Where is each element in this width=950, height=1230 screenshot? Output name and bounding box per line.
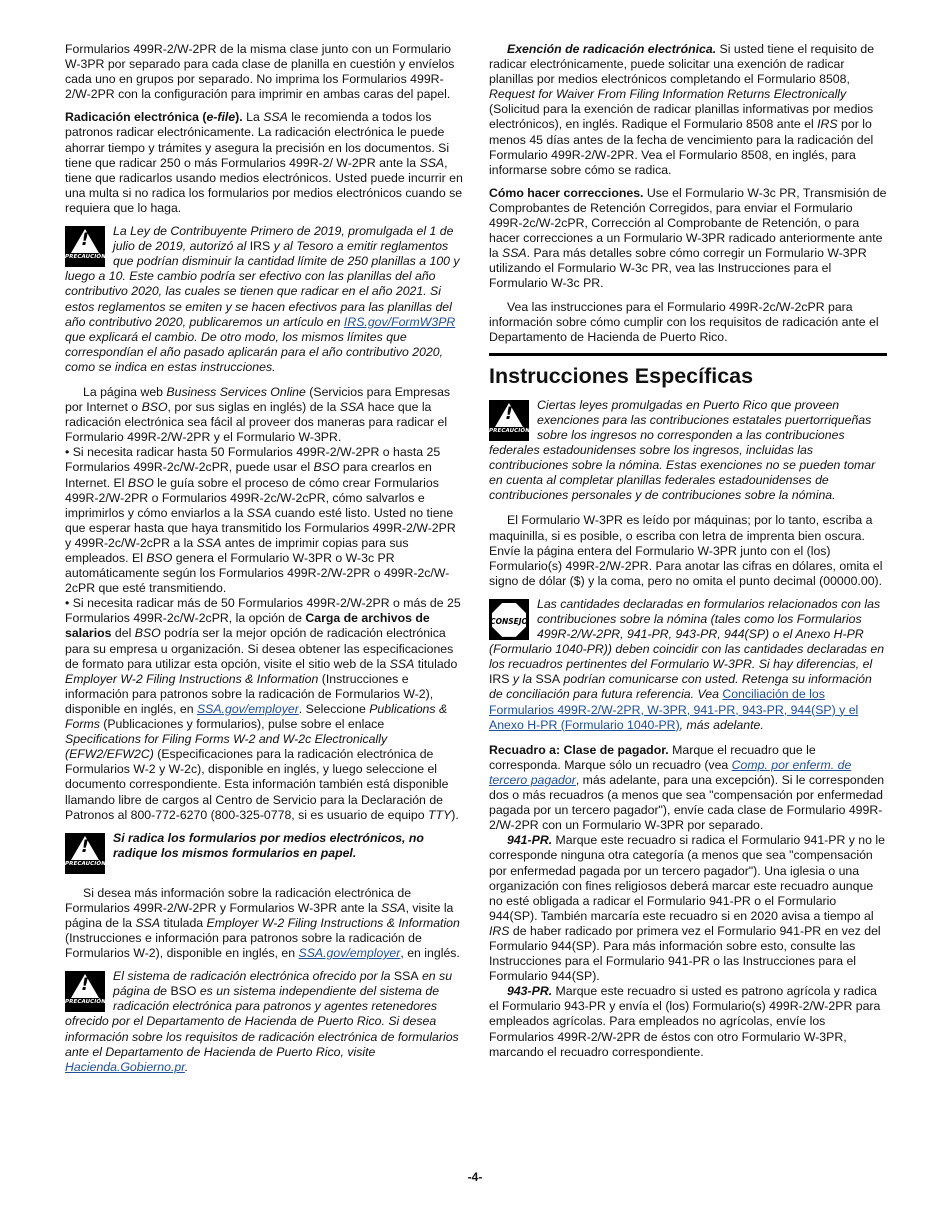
- paragraph-machine-read: El Formulario W-3PR es leído por máquinas; por lo tanto, escriba a maquinilla, si es posible, o escriba con letra de imprenta bien oscura. Envíe la página entera del Formulario W-3PR junto con el (los) Formulario(s) 499R-2/W-2PR. Para anotar las cifras en dólares, omita el signo de dólar ($) y la coma, pero no omita el punto decimal (00000.00).: [489, 513, 883, 588]
- tip-note-reconciliation: CONSEJO Las cantidades declaradas en formularios relacionados con las contribuciones sobre la nómina (tales como los Formularios 499R-2/W-2PR, 941-PR, 943-PR, 944(SP) o el Anexo H-PR (Formulario 1040-PR)) deben coincidir con las cantidades declaradas en los recuadros pertinentes del Formulario W-3PR. Si hay diferencias, el IRS y la SSA podrían comunicarse con usted. Retenga su información de conciliación para futura referencia. Vea Conciliación de los Formularios 499R-2/W-2PR, W-3PR, 941-PR, 943-PR, 944(SP) y el Anexo H-PR (Formulario 1040-PR), más adelante.: [489, 596, 885, 732]
- left-column: [65, 42, 463, 1085]
- caution-icon: ! PRECAUCIÓN: [65, 971, 105, 1012]
- caution-icon: ! PRECAUCIÓN: [65, 833, 105, 874]
- caution-note-pr-exemptions: ! PRECAUCIÓN Ciertas leyes promulgadas en Puerto Rico que proveen exenciones para las contribuciones estatales puertorriqueñas sobre los ingresos no corresponden a las contribuciones federales estadounidenses sobre los ingresos, incluidas las contribuciones sobre la nómina. Estas exenciones no se pueden tomar en cuenta al completar planillas federales estadounidenses de contribuciones personales y de contribuciones sobre la nómina.: [489, 397, 876, 503]
- caution-icon: ! PRECAUCIÓN: [65, 226, 105, 267]
- paragraph-bso: La página web Business Services Online (Servicios para Empresas por Internet o BSO, por sus siglas en inglés) de la SSA hace que la radicación electrónica sea fácil al proveer dos maneras para radicar el Formulario 499R-2/W-2PR y el Formulario W-3PR.: [65, 384, 451, 445]
- bullet-up-to-50-forms: • Si necesita radicar hasta 50 Formularios 499R-2/W-2PR o hasta 25 Formularios 499R-2c/W-2cPR, puede usar el BSO para crearlos en Internet. El BSO le guía sobre el proceso de cómo crear Formularios 499R-2/W-2PR o Formularios 499R-2c/W-2cPR, cómo salvarlos e imprimirlos y cómo enviarlos a la SSA cuando esté listo. Usted no tiene que esperar hasta que haya transmitido los Formularios 499R-2/W-2PR y 499R-2c/W-2cPR a la SSA antes de imprimir copias para sus empleados. El BSO genera el Formulario W-3PR o W-3c PR automáticamente según los Formularios 499R-2/W-2PR o 499R-2c/W-2cPR que esté transmitiendo.: [65, 445, 456, 596]
- caution-note-no-paper: ! PRECAUCIÓN Si radica los formularios por medios electrónicos, no radique los mismos formularios en papel.: [65, 831, 463, 876]
- paragraph-efile: Radicación electrónica (e-file). La SSA le recomienda a todos los patronos radicar electrónicamente. La radicación electrónica le puede ahorrar tiempo y trámites y asegura la precisión en los documentos. Si tiene que radicar 250 o más Formularios 499R-2/ W-2PR ante la SSA, tiene que radicarlos usando medios electrónicos. Usted puede incurrir en una multa si no radica los formularios por medios electrónicos cuando se requiera que lo haga.: [65, 110, 463, 215]
- page-number: -4-: [467, 1170, 483, 1184]
- ssa-employer-link[interactable]: SSA.gov/employer: [196, 701, 299, 716]
- hacienda-link[interactable]: Hacienda.Gobierno.pr: [65, 1059, 185, 1074]
- bullet-more-than-50-forms: • Si necesita radicar más de 50 Formularios 499R-2/W-2PR o más de 25 Formularios 499R-2c/W-2cPR, la opción de Carga de archivos de salarios del BSO podría ser la mejor opción de radicación electrónica para su empresa u organización. Si desea obtener las especificaciones de formato para utilizar esta opción, visite el sitio web de la SSA titulado Employer W-2 Filing Instructions & Information (Instrucciones e información para patronos sobre la radicación de Formularios W-2), disponible en inglés, en SSA.gov/employer. Seleccione Publications & Forms (Publicaciones y formularios), pulse sobre el enlace Specifications for Filing Forms W-2 and W-2c Electronically (EFW2/EFW2C) (Especificaciones para la radicación electrónica de Formularios W-2 y W-2c), disponible en inglés, y luego seleccione el documento correspondiente. Esta información también está disponible llamando libre de cargos al Centro de Servicio para la Declaración de Patronos al 800-772-6270 (800-325-0778, si es usuario de equipo TTY).: [65, 596, 461, 822]
- box-a-heading: Recuadro a: Clase de pagador.: [489, 742, 669, 757]
- tip-icon: CONSEJO: [489, 599, 529, 640]
- paragraph-waiver: Exención de radicación electrónica. Si usted tiene el requisito de radicar electrónicamente, puede solicitar una exención de radicar planillas por medios electrónicos completando el Formulario 8508, Request for Waiver From Filing Information Returns Electronically (Solicitud para la exención de radicar planillas informativas por medios electrónicos), en inglés. Radique el Formulario 8508 ante el IRS por lo menos 45 días antes de la fecha de vencimiento para la radicación del Formulario 499R-2/W-2PR. Vea el Formulario 8508, en inglés, para informarse sobre cómo se radica.: [489, 42, 875, 177]
- 941pr-heading: 941-PR.: [507, 833, 553, 848]
- paragraph-see-also: Vea las instrucciones para el Formulario 499R-2c/W-2cPR para información sobre cómo cumplir con los requisitos de radicación ante el Departamento de Hacienda de Puerto Rico.: [489, 299, 879, 344]
- 943pr-heading: 943-PR.: [507, 984, 553, 999]
- irs-formw3pr-link[interactable]: IRS.gov/FormW3PR: [343, 314, 456, 329]
- paragraph-forms-by-class: Formularios 499R-2/W-2PR de la misma clase junto con un Formulario W-3PR por separado para cada clase de planilla en cuestión y envíelos cada uno en grupos por separado. No imprima los Formularios 499R-2/W-2PR con la configuración para imprimir en ambas caras del papel.: [65, 42, 455, 102]
- right-column: [489, 42, 887, 1068]
- paragraph-more-info: Si desea más información sobre la radicación electrónica de Formularios 499R-2/W-2PR y Formularios W-3PR ante la SSA, visite la página de la SSA titulada Employer W-2 Filing Instructions & Information (Instrucciones e información para patronos sobre la radicación de Formularios W-2), disponible en inglés, en SSA.gov/employer, en inglés.: [65, 885, 460, 961]
- caution-note-hacienda: ! PRECAUCIÓN El sistema de radicación electrónica ofrecido por la SSA en su página de BSO es un sistema independiente del sistema de radicación electrónica para patronos y agentes retenedores ofrecido por el Departamento de Hacienda de Puerto Rico. Si desea información sobre los requisitos de radicación electrónica de formularios ante el Departamento de Hacienda de Puerto Rico, visite Hacienda.Gobierno.pr.: [65, 969, 459, 1074]
- corrections-heading: Cómo hacer correcciones.: [489, 185, 644, 200]
- caution-icon: ! PRECAUCIÓN: [489, 400, 529, 441]
- paragraph-corrections: Cómo hacer correcciones. Use el Formulario W-3c PR, Transmisión de Comprobantes de Retención Corregidos, para enviar el Formulario 499R-2c/W-2cPR, Corrección al Comprobante de Retención, o para hacer correcciones a un Formulario W-3PR radicado anteriormente ante la SSA. Para más detalles sobre cómo corregir un Formulario W-3PR utilizando el Formulario W-3c PR, vea las Instrucciones para el Formulario W-3c PR.: [489, 185, 887, 291]
- paragraph-941pr: 941-PR. Marque este recuadro si radica el Formulario 941-PR y no le corresponde ninguna otra categoría (a menos que sea "compensación por enfermedad pagada por un tercero pagador"). Una iglesia o una organización con fines religiosos deberá marcar este recuadro aunque no esté obligada a radicar el Formulario 941-PR o el Formulario 944(SP). También marcaría este recuadro si en 2020 avisa a tiempo al IRS de haber radicado por primera vez el Formulario 941-PR en vez del Formulario 944(SP). Para más información sobre esto, consulte las Instrucciones para el Formulario 941-PR o las Instrucciones para el Formulario 944(SP).: [489, 833, 885, 984]
- caution-note-taxpayer-first-act: ! PRECAUCIÓN La Ley de Contribuyente Primero de 2019, promulgada el 1 de julio de 2019, autorizó al IRS y al Tesoro a emitir reglamentos que podrían disminuir la cantidad límite de 250 planillas a 100 y luego a 10. Este cambio podría ser efectivo con las planillas del año contributivo 2020, las cuales se tienen que radicar en el año 2021. Si estos reglamentos se emiten y se hacen efectivos para las planillas del año contributivo 2020, publicaremos un artículo en IRS.gov/FormW3PR que explicará el cambio. De otro modo, los mismos límites que correspondían el año pasado aplicarán para el año contributivo 2020, como se indica en estas instrucciones.: [65, 224, 460, 374]
- ssa-employer-link[interactable]: SSA.gov/employer: [298, 946, 401, 961]
- section-title: Instrucciones Específicas: [489, 353, 887, 388]
- paragraph-box-a: Recuadro a: Clase de pagador. Marque el recuadro que le corresponda. Marque sólo un recuadro (vea Comp. por enferm. de tercero pagador, más adelante, para una excepción). Si le corresponden dos o más recuadros (a menos que sea "compensación por enfermedad pagada por un tercero pagador"), envíe cada clase de Formulario 499R-2/W-2PR con un Formulario W-3PR por separado.: [489, 742, 885, 833]
- paragraph-943pr: 943-PR. Marque este recuadro si usted es patrono agrícola y radica el Formulario 943-PR y envía el (los) Formulario(s) 499R-2/W-2PR para empleados agrícolas. Para empleados no agrícolas, envíe los Formularios 499R-2/W-2PR de éstos con otro Formulario W-3PR, marcando el recuadro correspondiente.: [489, 984, 881, 1059]
- efile-heading: Radicación electrónica (e-file).: [65, 110, 243, 125]
- reconciliation-link[interactable]: Conciliación de los Formularios 499R-2/W-2PR, W-3PR, 941-PR, 943-PR, 944(SP) y el Anexo H-PR (Formulario 1040-PR): [489, 687, 859, 732]
- third-party-sick-pay-link[interactable]: Comp. por enferm. de tercero pagador: [489, 757, 852, 787]
- waiver-heading: Exención de radicación electrónica.: [507, 42, 717, 56]
